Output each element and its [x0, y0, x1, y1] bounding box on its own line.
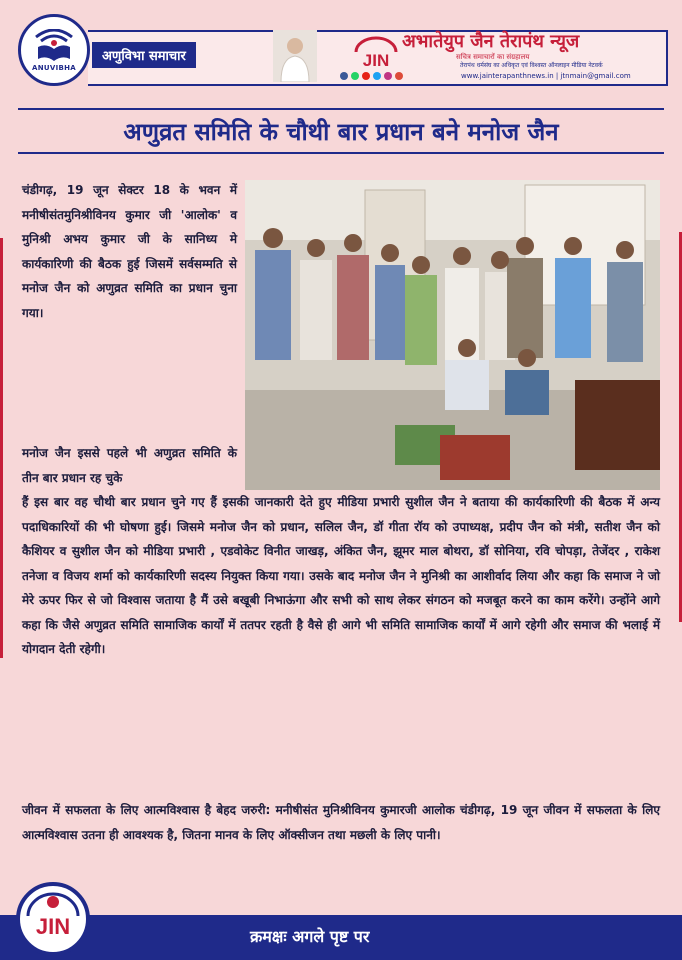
article-paragraph-1: चंडीगढ़, 19 जून सेक्टर 18 के भवन में मनीषीसंतमुनिश्रीविनय कुमार जी 'आलोक' व मुनिश्री अभय कुमार जी के सानिध्य मे कार्यकारिणी की बैठक हुई जिसमें सर्वसम्मति से मनोज जैन को अणुव्रत समिति का प्रधान चुना गया।: [22, 183, 237, 320]
youtube-icon[interactable]: [362, 72, 370, 80]
google-plus-icon[interactable]: [395, 72, 403, 80]
jin-logo-footer-text: JIN: [35, 914, 71, 939]
jin-logo-small: [352, 36, 400, 70]
headline-band: [18, 108, 664, 154]
article-paragraph-3: हैं इस बार वह चौथी बार प्रधान चुने गए हैं इसकी जानकारी देते हुए मीडिया प्रभारी सुशील जैन ने बताया की कार्यकारिणी की बैठक में अन्य पदाधिकारियों की भी घोषणा हुई। जिसमे मनोज जैन को प्रधान, सलिल जैन, डॉ गीता रॉय को उपाध्यक्ष, प्रदीप जैन को मंत्री, सतीश जैन को कैशियर व सुशील जैन को मीडिया प्रभारी , एडवोकेट विनीत जाखड़, अंकित जैन, झूमर माल बोथरा, डॉ सोनिया, रवि चोपड़ा, तेजेंदर , राकेश तनेजा व विजय शर्मा को कार्यकारिणी सदस्य नियुक्त किया गया। उसके बाद मनोज जैन ने मुनिश्री का आशीर्वाद लिया और कहा कि समाज ने जो मेरे ऊपर फिर से जो विश्वास जताया है मैं उसे बखूबी निभाऊंगा और सभी को साथ लेकर संगठन को मजबूत करने का काम करेंगे। उन्होंने आगे कहा कि जैसे अणुव्रत समिति सामाजिक कार्यों में ततपर रहती है वैसे ही आगे भी समिति सामाजिक कार्यों में आगे रहेगी और समाज की भलाई में योगदान देती रहेगी।: [22, 495, 660, 656]
brand-title: अभातेयुप जैन तेरापंथ न्यूज: [402, 31, 580, 52]
brand-subtitle: सचित्र समाचारों का संग्रहालय: [456, 53, 530, 61]
twitter-icon[interactable]: [373, 72, 381, 80]
header: [0, 0, 682, 100]
jin-logo-footer: [16, 882, 90, 956]
article-paragraph-2: मनोज जैन इससे पहले भी अणुव्रत समिति के तीन बार प्रधान रह चुके: [22, 446, 237, 485]
contact-info[interactable]: www.jainterapanthnews.in | jtnmain@gmail.com: [461, 72, 631, 80]
group-photo: [245, 180, 660, 490]
instagram-icon[interactable]: [384, 72, 392, 80]
monk-portrait: [273, 30, 317, 82]
anuvibha-logo: [18, 14, 90, 86]
anuvibha-emblem-icon: [32, 29, 76, 63]
social-icons: [340, 72, 403, 80]
headline: अणुव्रत समिति के चौथी बार प्रधान बने मनोज जैन: [123, 117, 559, 146]
left-accent-line: [0, 238, 3, 658]
facebook-icon[interactable]: [340, 72, 348, 80]
section-tag: अणुविभा समाचार: [92, 42, 196, 68]
jin-logo-small-text: JIN: [362, 51, 390, 70]
logo-caption: ANUVIBHA: [32, 63, 76, 72]
continued-next-page: क्रमक्षः अगले पृष्ट पर: [250, 927, 370, 946]
brand-tagline: तेरापंथ धर्मसंघ का अधिकृत एवं विश्वस्त ऑनलाइन मीडिया नेटवर्क: [460, 62, 603, 69]
article-paragraph-4: जीवन में सफलता के लिए आत्मविश्वास है बेहद जरुरी: मनीषीसंत मुनिश्रीविनय कुमारजी आलोक चंडीगढ़, 19 जून जीवन में सफलता के लिए आत्मविश्वास उतना ही आवश्यक है, जितना मानव के लिए ऑक्सीजन तथा मछली के लिए पानी।: [22, 803, 660, 842]
whatsapp-icon[interactable]: [351, 72, 359, 80]
